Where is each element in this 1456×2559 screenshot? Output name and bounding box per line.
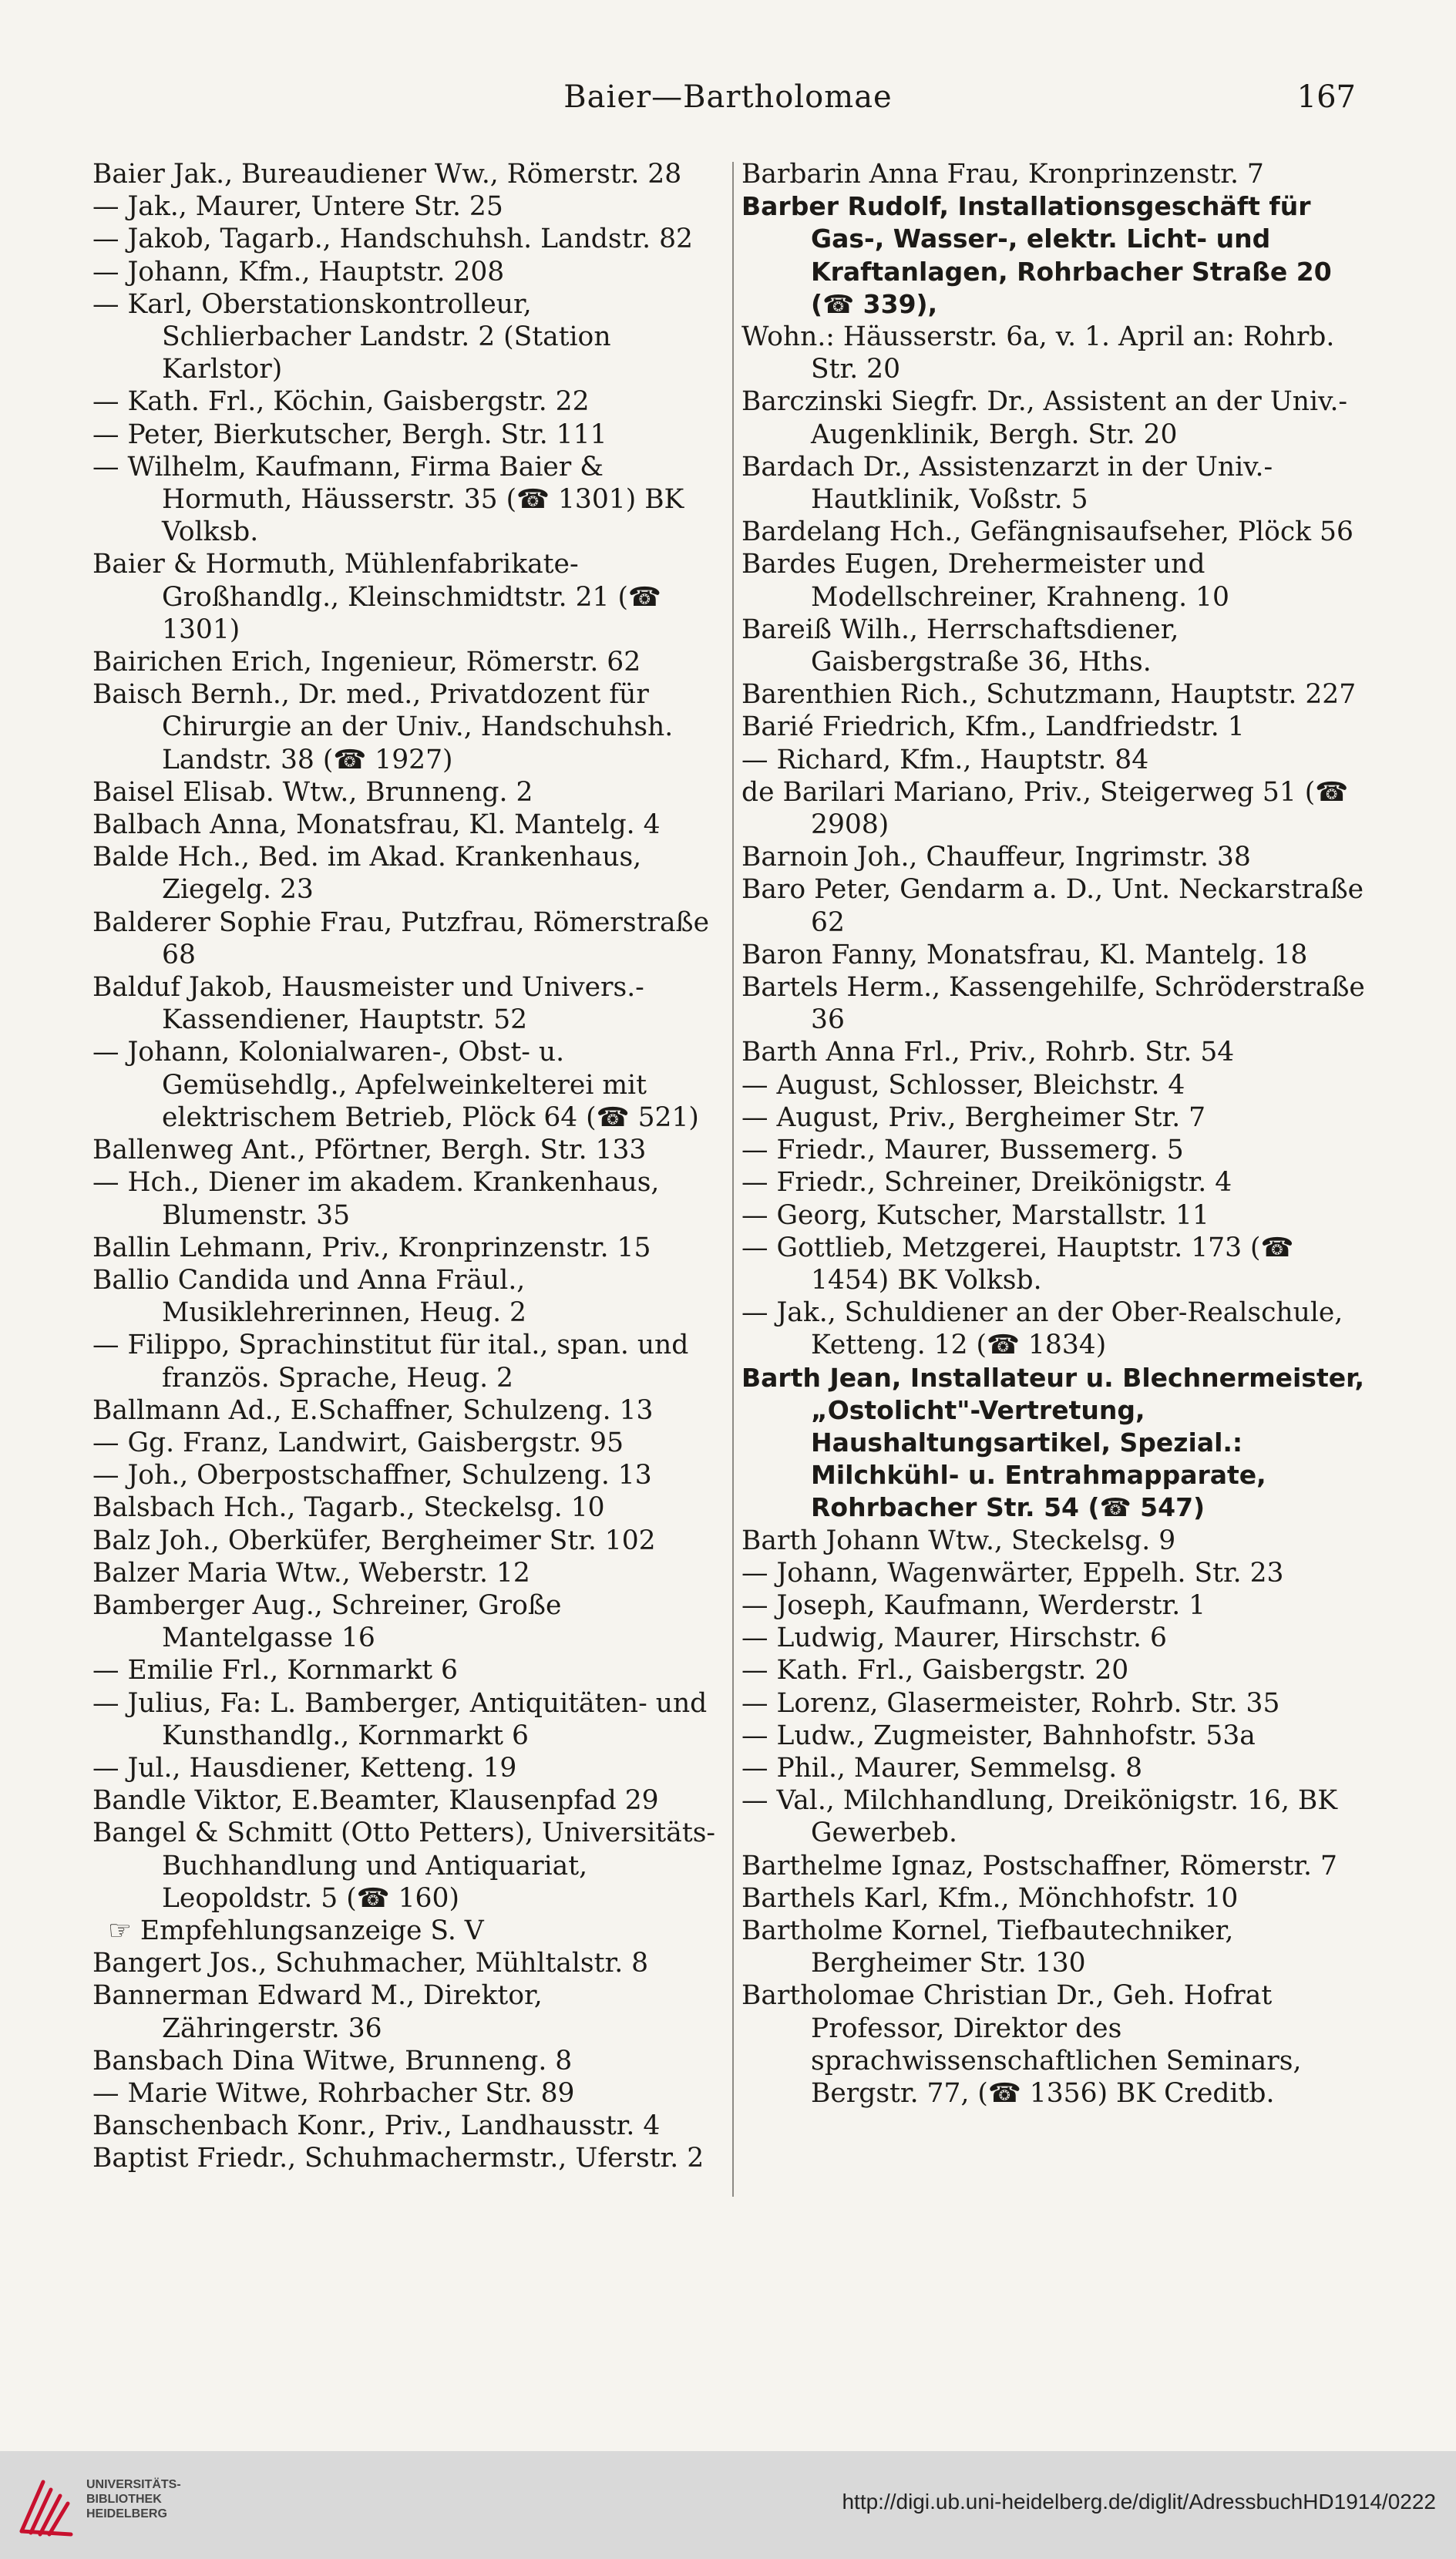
left-column	[92, 158, 725, 2301]
directory-entry: — Jak., Schuldiener an der Ober-Realschule, Ketteng. 12 (☎ 1834)	[741, 1297, 1343, 1361]
directory-entry: — Lorenz, Glasermeister, Rohrb. Str. 35	[741, 1687, 1280, 1719]
directory-entry: Baisel Elisab. Wtw., Brunneng. 2	[92, 776, 533, 808]
directory-entry: Ballio Candida und Anna Fräul., Musiklehrerinnen, Heug. 2	[92, 1264, 526, 1329]
directory-entry: Bardelang Hch., Gefängnisaufseher, Plöck 56	[741, 516, 1353, 548]
directory-entry: — Peter, Bierkutscher, Bergh. Str. 111	[92, 419, 607, 450]
directory-entry: Baier & Hormuth, Mühlenfabrikate-Großhandlg., Kleinschmidtstr. 21 (☎ 1301)	[92, 549, 661, 645]
directory-entry: — Georg, Kutscher, Marstallstr. 11	[741, 1199, 1209, 1231]
directory-entry: Balz Joh., Oberküfer, Bergheimer Str. 102	[92, 1525, 656, 1556]
directory-entry: Barth Johann Wtw., Steckelsg. 9	[741, 1525, 1176, 1556]
directory-entry: — Kath. Frl., Gaisbergstr. 20	[741, 1655, 1129, 1686]
directory-entry: — Joseph, Kaufmann, Werderstr. 1	[741, 1589, 1206, 1621]
directory-entry: — Karl, Oberstationskontrolleur, Schlierbacher Landstr. 2 (Station Karlstor)	[92, 288, 611, 385]
directory-entry: — Filippo, Sprachinstitut für ital., span. und französ. Sprache, Heug. 2	[92, 1330, 689, 1394]
column-divider	[732, 162, 734, 2197]
directory-entry: Bareiß Wilh., Herrschaftsdiener, Gaisbergstraße 36, Hths.	[741, 614, 1179, 678]
directory-entry: Balsbach Hch., Tagarb., Steckelsg. 10	[92, 1492, 605, 1524]
directory-entry: — Johann, Wagenwärter, Eppelh. Str. 23	[741, 1557, 1284, 1589]
directory-entry: — Ludw., Zugmeister, Bahnhofstr. 53a	[741, 1720, 1256, 1751]
directory-entry: Baro Peter, Gendarm a. D., Unt. Neckarstraße 62	[741, 874, 1364, 938]
source-url-link[interactable]: http://digi.ub.uni-heidelberg.de/diglit/AdressbuchHD1914/0222	[842, 2490, 1436, 2514]
viewer-footer	[0, 2451, 1456, 2559]
directory-entry: Baier Jak., Bureaudiener Ww., Römerstr. 28	[92, 159, 682, 190]
directory-entry: — Wilhelm, Kaufmann, Firma Baier & Hormuth, Häusserstr. 35 (☎ 1301) BK Volksb.	[92, 451, 684, 548]
directory-entry: Baisch Bernh., Dr. med., Privatdozent für Chirurgie an der Univ., Handschuhsh. Landstr. 38 (☎ 1927)	[92, 679, 674, 775]
directory-entry: Banschenbach Konr., Priv., Landhausstr. 4	[92, 2110, 661, 2142]
directory-entry: Barbarin Anna Frau, Kronprinzenstr. 7	[741, 159, 1264, 190]
directory-entry: — Ludwig, Maurer, Hirschstr. 6	[741, 1622, 1167, 1654]
directory-entry: Barth Anna Frl., Priv., Rohrb. Str. 54	[741, 1037, 1235, 1068]
directory-entry: Balde Hch., Bed. im Akad. Krankenhaus, Ziegelg. 23	[92, 842, 642, 906]
directory-entry: — Kath. Frl., Köchin, Gaisbergstr. 22	[92, 386, 590, 418]
directory-entry: — August, Schlosser, Bleichstr. 4	[741, 1069, 1185, 1101]
directory-entry: Barenthien Rich., Schutzmann, Hauptstr. 227	[741, 679, 1357, 711]
directory-entry: — Joh., Oberpostschaffner, Schulzeng. 13	[92, 1460, 652, 1491]
running-head: Baier—Bartholomae	[563, 79, 893, 115]
directory-entry: — Jakob, Tagarb., Handschuhsh. Landstr. 82	[92, 224, 693, 255]
directory-entry: Bartels Herm., Kassengehilfe, Schröderstraße 36	[741, 972, 1365, 1036]
directory-entry: — Emilie Frl., Kornmarkt 6	[92, 1655, 459, 1686]
page-header	[0, 74, 1456, 120]
directory-entry: Baptist Friedr., Schuhmachermstr., Uferstr. 2	[92, 2143, 704, 2174]
library-name[interactable]	[86, 2477, 181, 2521]
directory-entry: Bartholme Kornel, Tiefbautechniker, Bergheimer Str. 130	[741, 1915, 1234, 1979]
directory-entry: ☞ Empfehlungsanzeige S. V	[108, 1915, 484, 1946]
library-name-line: BIBLIOTHEK	[86, 2493, 162, 2506]
directory-entry: Ballin Lehmann, Priv., Kronprinzenstr. 15	[92, 1232, 651, 1263]
directory-entry: Bartholomae Christian Dr., Geh. Hofrat Professor, Direktor des sprachwissenschaftlichen Seminars, Bergstr. 77, (☎ 1356) BK Creditb.	[741, 1980, 1302, 2109]
directory-entry: de Barilari Mariano, Priv., Steigerweg 51 (☎ 2908)	[741, 776, 1349, 841]
directory-entry: Ballmann Ad., E.Schaffner, Schulzeng. 13	[92, 1394, 654, 1426]
directory-entry: Barthelme Ignaz, Postschaffner, Römerstr. 7	[741, 1850, 1337, 1881]
directory-entry: Ballenweg Ant., Pförtner, Bergh. Str. 133	[92, 1135, 647, 1166]
directory-entry: — Friedr., Maurer, Bussemerg. 5	[741, 1135, 1184, 1166]
directory-entry: Wohn.: Häusserstr. 6a, v. 1. April an: Rohrb. Str. 20	[741, 321, 1335, 385]
directory-entry: — Julius, Fa: L. Bamberger, Antiquitäten- und Kunsthandlg., Kornmarkt 6	[92, 1687, 708, 1751]
library-name-line: HEIDELBERG	[86, 2507, 167, 2520]
directory-entry: — Jak., Maurer, Untere Str. 25	[92, 191, 503, 223]
directory-entry: — August, Priv., Bergheimer Str. 7	[741, 1101, 1206, 1133]
directory-entry: Bandle Viktor, E.Beamter, Klausenpfad 29	[92, 1785, 659, 1817]
page-number: 167	[1296, 79, 1356, 115]
directory-entry: — Gottlieb, Metzgerei, Hauptstr. 173 (☎ 1454) BK Volksb.	[741, 1232, 1294, 1296]
directory-entry: Barié Friedrich, Kfm., Landfriedstr. 1	[741, 711, 1245, 743]
directory-entry: Bangel & Schmitt (Otto Petters), Universitäts-Buchhandlung und Antiquariat, Leopoldstr. 5 (☎ 160)	[92, 1818, 716, 1914]
directory-entry: — Hch., Diener im akadem. Krankenhaus, Blumenstr. 35	[92, 1167, 660, 1231]
directory-entry: Barczinski Siegfr. Dr., Assistent an der Univ.-Augenklinik, Bergh. Str. 20	[741, 386, 1348, 450]
directory-entry: Balderer Sophie Frau, Putzfrau, Römerstraße 68	[92, 906, 710, 970]
directory-entry: Bamberger Aug., Schreiner, Große Mantelgasse 16	[92, 1589, 562, 1654]
directory-entry: Bangert Jos., Schuhmacher, Mühltalstr. 8	[92, 1948, 649, 1979]
directory-entry: Barber Rudolf, Installationsgeschäft für Gas-, Wasser-, elektr. Licht- und Kraftanlagen, Rohrbacher Straße 20 (☎ 339),	[741, 191, 1332, 319]
directory-entry: Balduf Jakob, Hausmeister und Univers.-Kassendiener, Hauptstr. 52	[92, 972, 644, 1036]
directory-entry: Barth Jean, Installateur u. Blechnermeister, „Ostolicht"-Vertretung, Haushaltungsartikel, Spezial.: Milchkühl- u. Entrahmapparate, Rohrbacher Str. 54 (☎ 547)	[741, 1362, 1365, 1523]
directory-entry: Balzer Maria Wtw., Weberstr. 12	[92, 1557, 530, 1589]
directory-entry: Bannerman Edward M., Direktor, Zähringerstr. 36	[92, 1980, 543, 2044]
directory-entry: Barthels Karl, Kfm., Mönchhofstr. 10	[741, 1882, 1239, 1914]
directory-entry: — Phil., Maurer, Semmelsg. 8	[741, 1752, 1143, 1784]
directory-entry: — Friedr., Schreiner, Dreikönigstr. 4	[741, 1167, 1232, 1199]
directory-entry: — Richard, Kfm., Hauptstr. 84	[741, 744, 1149, 775]
directory-entry: — Johann, Kfm., Hauptstr. 208	[92, 256, 505, 288]
directory-entry: — Marie Witwe, Rohrbacher Str. 89	[92, 2077, 575, 2109]
library-logo-icon[interactable]	[15, 2473, 77, 2537]
directory-entry: Bansbach Dina Witwe, Brunneng. 8	[92, 2045, 573, 2076]
directory-entry: Bairichen Erich, Ingenieur, Römerstr. 62	[92, 647, 641, 678]
directory-entry: — Jul., Hausdiener, Ketteng. 19	[92, 1752, 517, 1784]
library-name-line: UNIVERSITÄTS-	[86, 2478, 181, 2491]
directory-entry: — Johann, Kolonialwaren-, Obst- u. Gemüsehdlg., Apfelweinkelterei mit elektrischem Betrieb, Plöck 64 (☎ 521)	[92, 1037, 699, 1133]
directory-entry: Bardach Dr., Assistenzarzt in der Univ.-Hautklinik, Voßstr. 5	[741, 451, 1273, 516]
directory-entry: Baron Fanny, Monatsfrau, Kl. Mantelg. 18	[741, 939, 1308, 970]
directory-entry: — Val., Milchhandlung, Dreikönigstr. 16, BK Gewerbeb.	[741, 1785, 1338, 1849]
directory-entry: — Gg. Franz, Landwirt, Gaisbergstr. 95	[92, 1427, 624, 1458]
directory-entry: Barnoin Joh., Chauffeur, Ingrimstr. 38	[741, 842, 1251, 873]
directory-entry: Bardes Eugen, Drehermeister und Modellschreiner, Krahneng. 10	[741, 549, 1229, 613]
directory-entry: Balbach Anna, Monatsfrau, Kl. Mantelg. 4	[92, 809, 661, 841]
right-column	[741, 158, 1367, 2301]
